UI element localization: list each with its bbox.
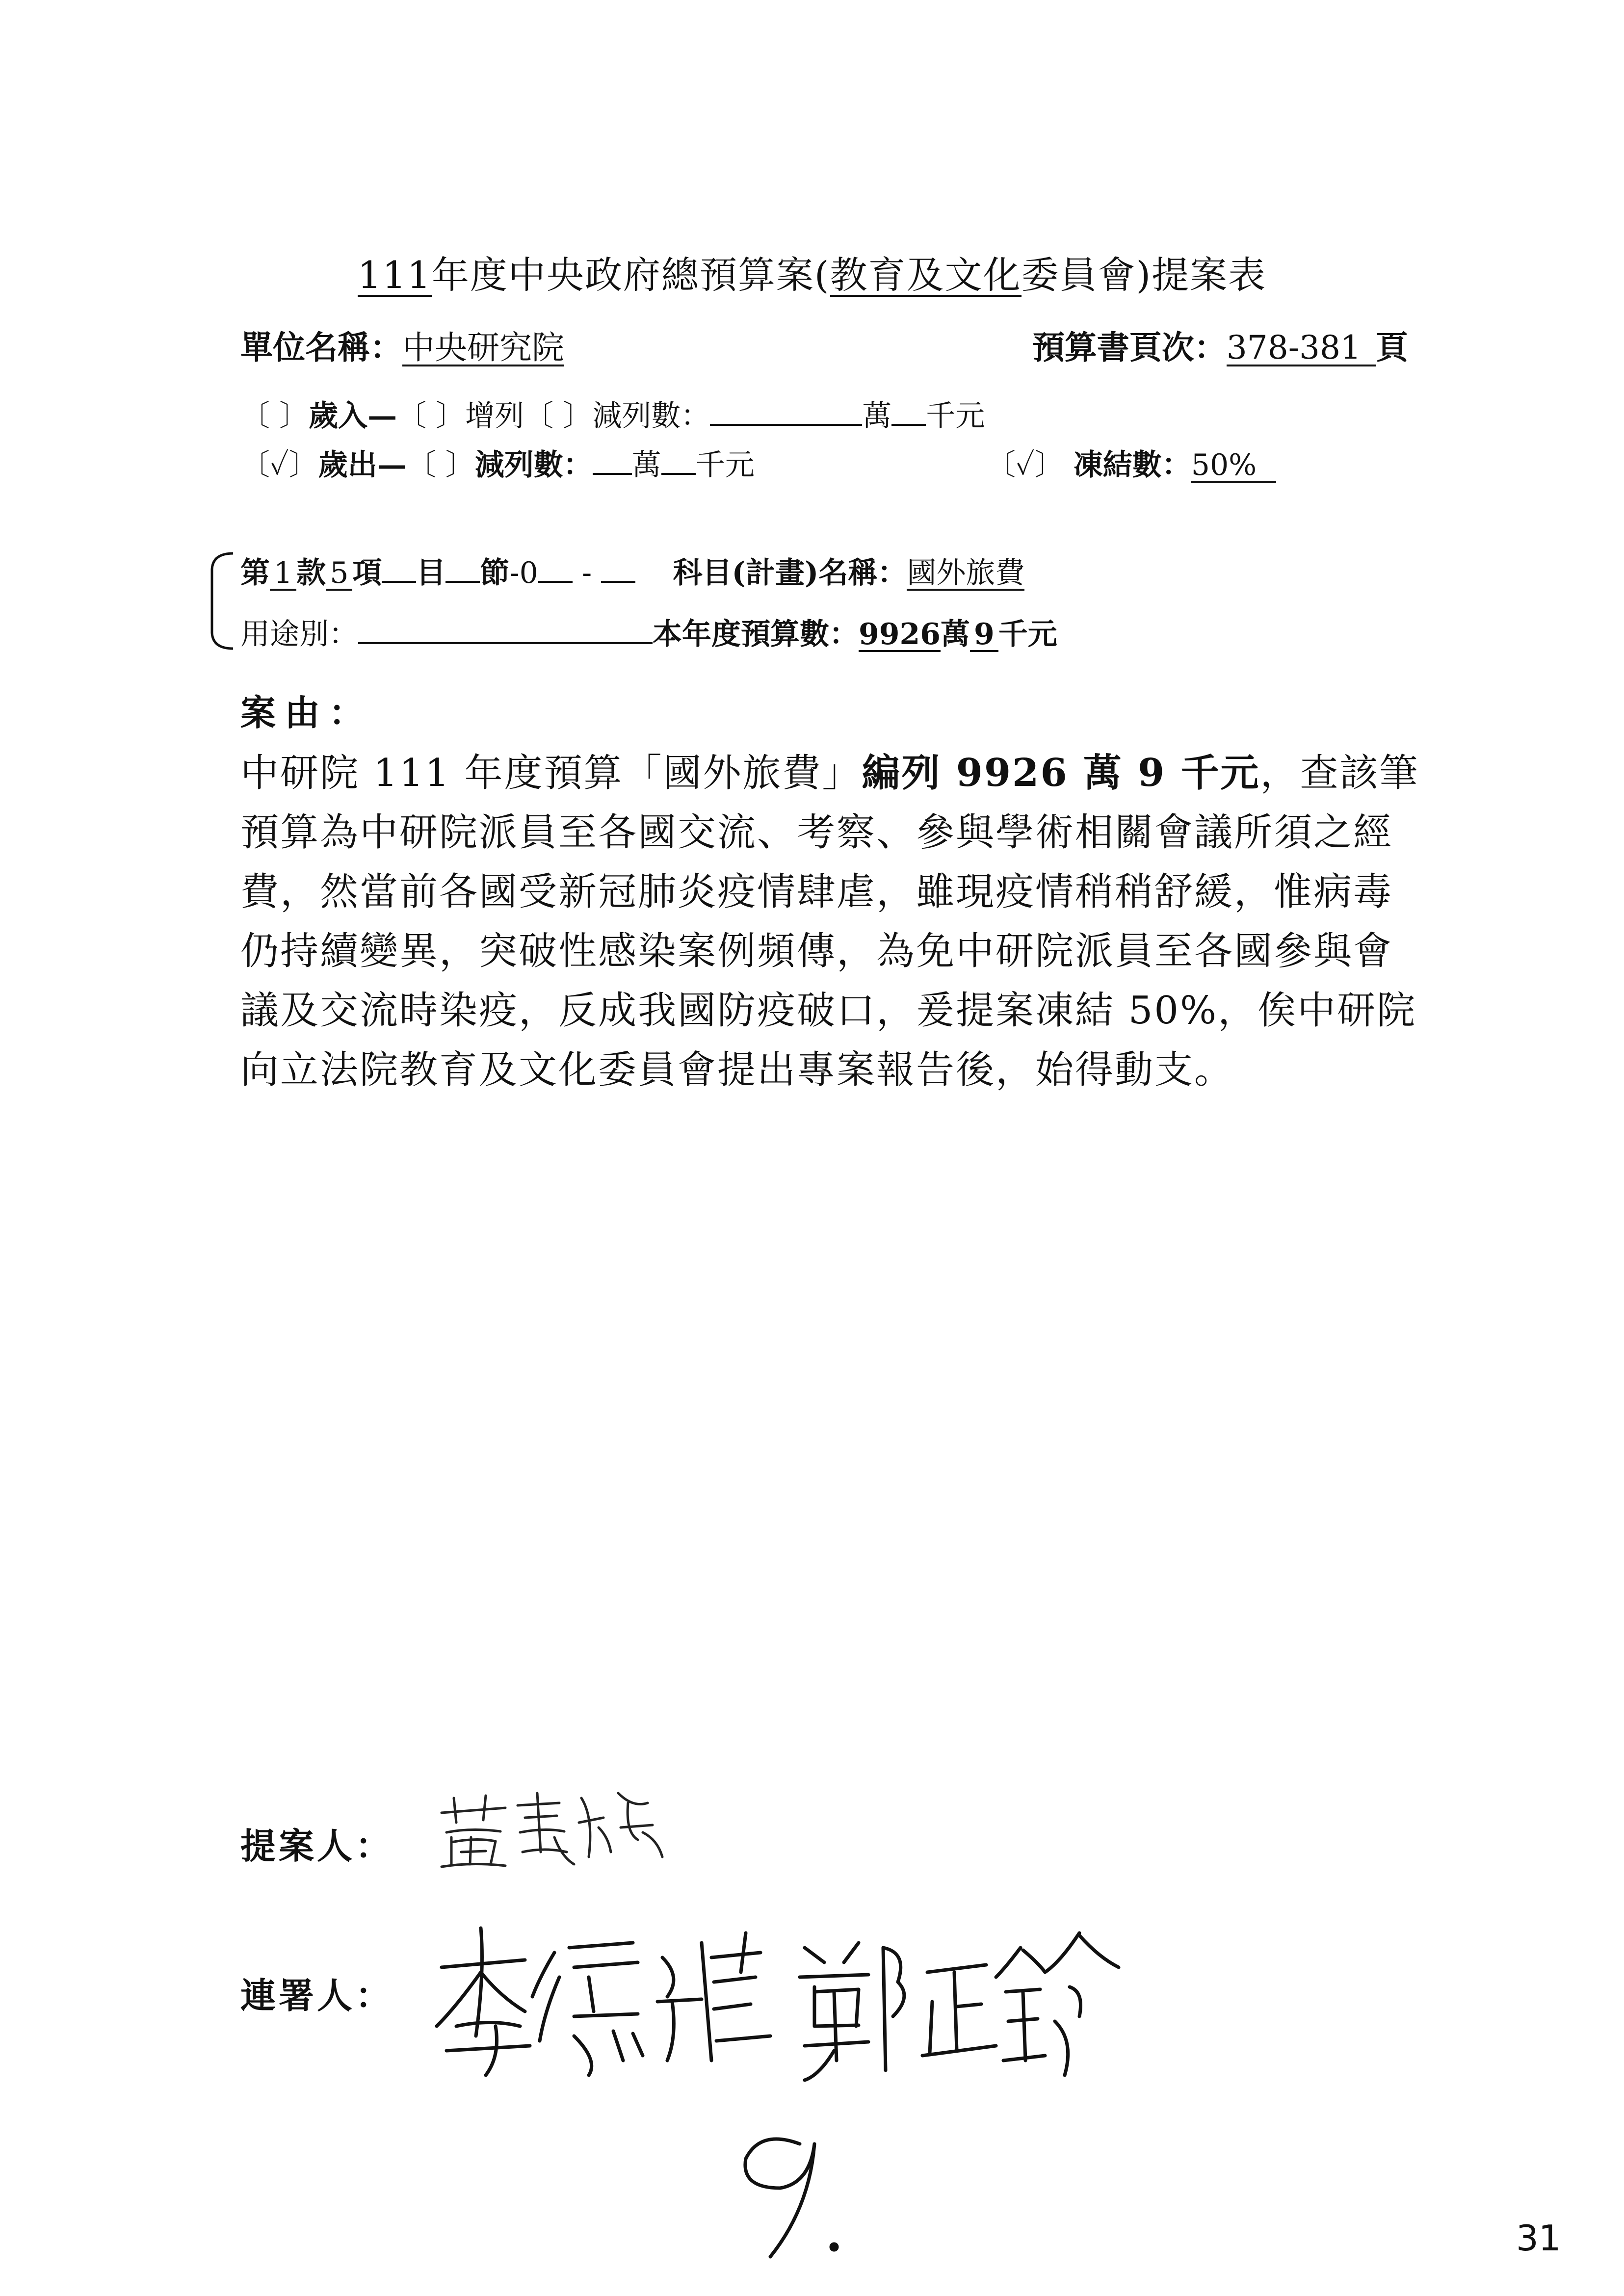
expenditure-decrease-label: 減列數： bbox=[474, 448, 593, 482]
annual-budget-label: 本年度預算數： bbox=[653, 617, 859, 652]
item-bracket-icon bbox=[206, 549, 236, 652]
item-row bbox=[240, 549, 1024, 592]
item-xiang: 項 bbox=[352, 556, 382, 590]
item-blank-4 bbox=[601, 551, 635, 583]
revenue-row bbox=[240, 392, 985, 435]
annual-budget-qian: 千元 bbox=[998, 617, 1057, 652]
title-committee: 教育及文化 bbox=[830, 253, 1022, 297]
reason-part-1: 中研院 111 年度預算「國外旅費」 bbox=[240, 751, 862, 795]
item-xiang-no: 5 bbox=[326, 558, 352, 591]
item-mu: 目 bbox=[416, 556, 446, 590]
revenue-wan: 萬 bbox=[862, 399, 892, 433]
item-dash: - bbox=[581, 556, 592, 590]
form-title bbox=[0, 245, 1624, 299]
budget-page-suffix: 頁 bbox=[1376, 328, 1408, 366]
usage-row bbox=[240, 611, 1057, 653]
unit-label: 單位名稱： bbox=[240, 328, 402, 366]
expenditure-label: 歲出— bbox=[318, 448, 407, 482]
revenue-check-open: 〔 bbox=[240, 399, 270, 433]
expenditure-wan: 萬 bbox=[631, 448, 661, 482]
usage-label: 用途別： bbox=[240, 617, 358, 652]
title-text-1: 年度中央政府總預算案( bbox=[431, 253, 830, 297]
unit-row bbox=[240, 321, 564, 368]
unit-value: 中央研究院 bbox=[402, 329, 564, 366]
revenue-decrease-label: 減列數： bbox=[592, 399, 710, 433]
item-jie-blank bbox=[445, 551, 480, 583]
revenue-increase-label: 增列 bbox=[465, 399, 524, 433]
item-kuan-no: 1 bbox=[270, 558, 296, 591]
title-text-2: 委員會)提案表 bbox=[1021, 253, 1267, 297]
cosigner-label: 連署人： bbox=[240, 1975, 394, 2016]
revenue-decrease-check: 〔 〕 bbox=[524, 399, 593, 433]
revenue-increase-check: 〔 〕 bbox=[397, 399, 466, 433]
subject-value: 國外旅費 bbox=[907, 556, 1025, 590]
expenditure-qian: 千元 bbox=[695, 448, 755, 482]
reason-text bbox=[240, 743, 1428, 1100]
annual-budget-qian-value: 9 bbox=[970, 619, 998, 652]
title-year: 111 bbox=[357, 253, 432, 297]
freeze-check: 〔✓〕 bbox=[986, 448, 1064, 482]
reason-part-2: ，查該筆預算為中研院派員至各國交流、考察、參與學術相關會議所須之經費，然當前各國受新冠肺炎疫情肆虐，雖現疫情稍稍舒緩，惟病毒仍持續變異，突破性感染案例頻傳，為免中研院派員至各國參與會議及交流時染疫，反成我國防疫破口，爰提案凍結 50%，俟中研院向立法院教育及文化委員會提出專案報告後，始得動支。 bbox=[240, 751, 1419, 1092]
freeze-row bbox=[986, 442, 1276, 484]
item-di: 第 bbox=[240, 556, 270, 590]
revenue-label: 歲入— bbox=[309, 399, 397, 433]
expenditure-qian-blank bbox=[661, 444, 696, 475]
page-number: 31 bbox=[1516, 2218, 1561, 2259]
cosigner-signatures bbox=[427, 1913, 1124, 2267]
revenue-qian-blank bbox=[891, 394, 926, 426]
budget-page-row bbox=[1032, 321, 1408, 368]
budget-page-value: 378-381 bbox=[1227, 331, 1376, 366]
freeze-value: 50% bbox=[1191, 450, 1276, 483]
expenditure-wan-blank bbox=[593, 444, 632, 475]
item-mu-blank bbox=[382, 551, 416, 583]
expenditure-decrease-check: 〔 〕 bbox=[406, 448, 475, 482]
reason-label: 案由： bbox=[240, 692, 373, 733]
item-kuan: 款 bbox=[296, 556, 326, 590]
item-jie-tail: -0 bbox=[509, 556, 538, 590]
proposer-label: 提案人： bbox=[240, 1825, 394, 1867]
item-blank-3 bbox=[538, 551, 573, 583]
revenue-check-close: 〕 bbox=[279, 399, 309, 433]
revenue-amount-blank bbox=[710, 394, 862, 426]
annual-budget-wan: 萬 bbox=[941, 617, 970, 652]
expenditure-check: 〔✓〕 bbox=[240, 448, 318, 482]
revenue-qian: 千元 bbox=[926, 399, 985, 433]
expenditure-row bbox=[240, 442, 755, 484]
item-jie: 節 bbox=[480, 556, 510, 590]
reason-part-bold: 編列 9926 萬 9 千元 bbox=[862, 751, 1260, 795]
proposer-signature bbox=[432, 1778, 687, 1877]
freeze-label: 凍結數： bbox=[1073, 448, 1191, 482]
annual-budget-wan-value: 9926 bbox=[859, 617, 941, 652]
usage-blank bbox=[358, 613, 653, 644]
subject-label: 科目(計畫)名稱： bbox=[673, 556, 907, 590]
budget-page-label: 預算書頁次： bbox=[1032, 328, 1227, 366]
